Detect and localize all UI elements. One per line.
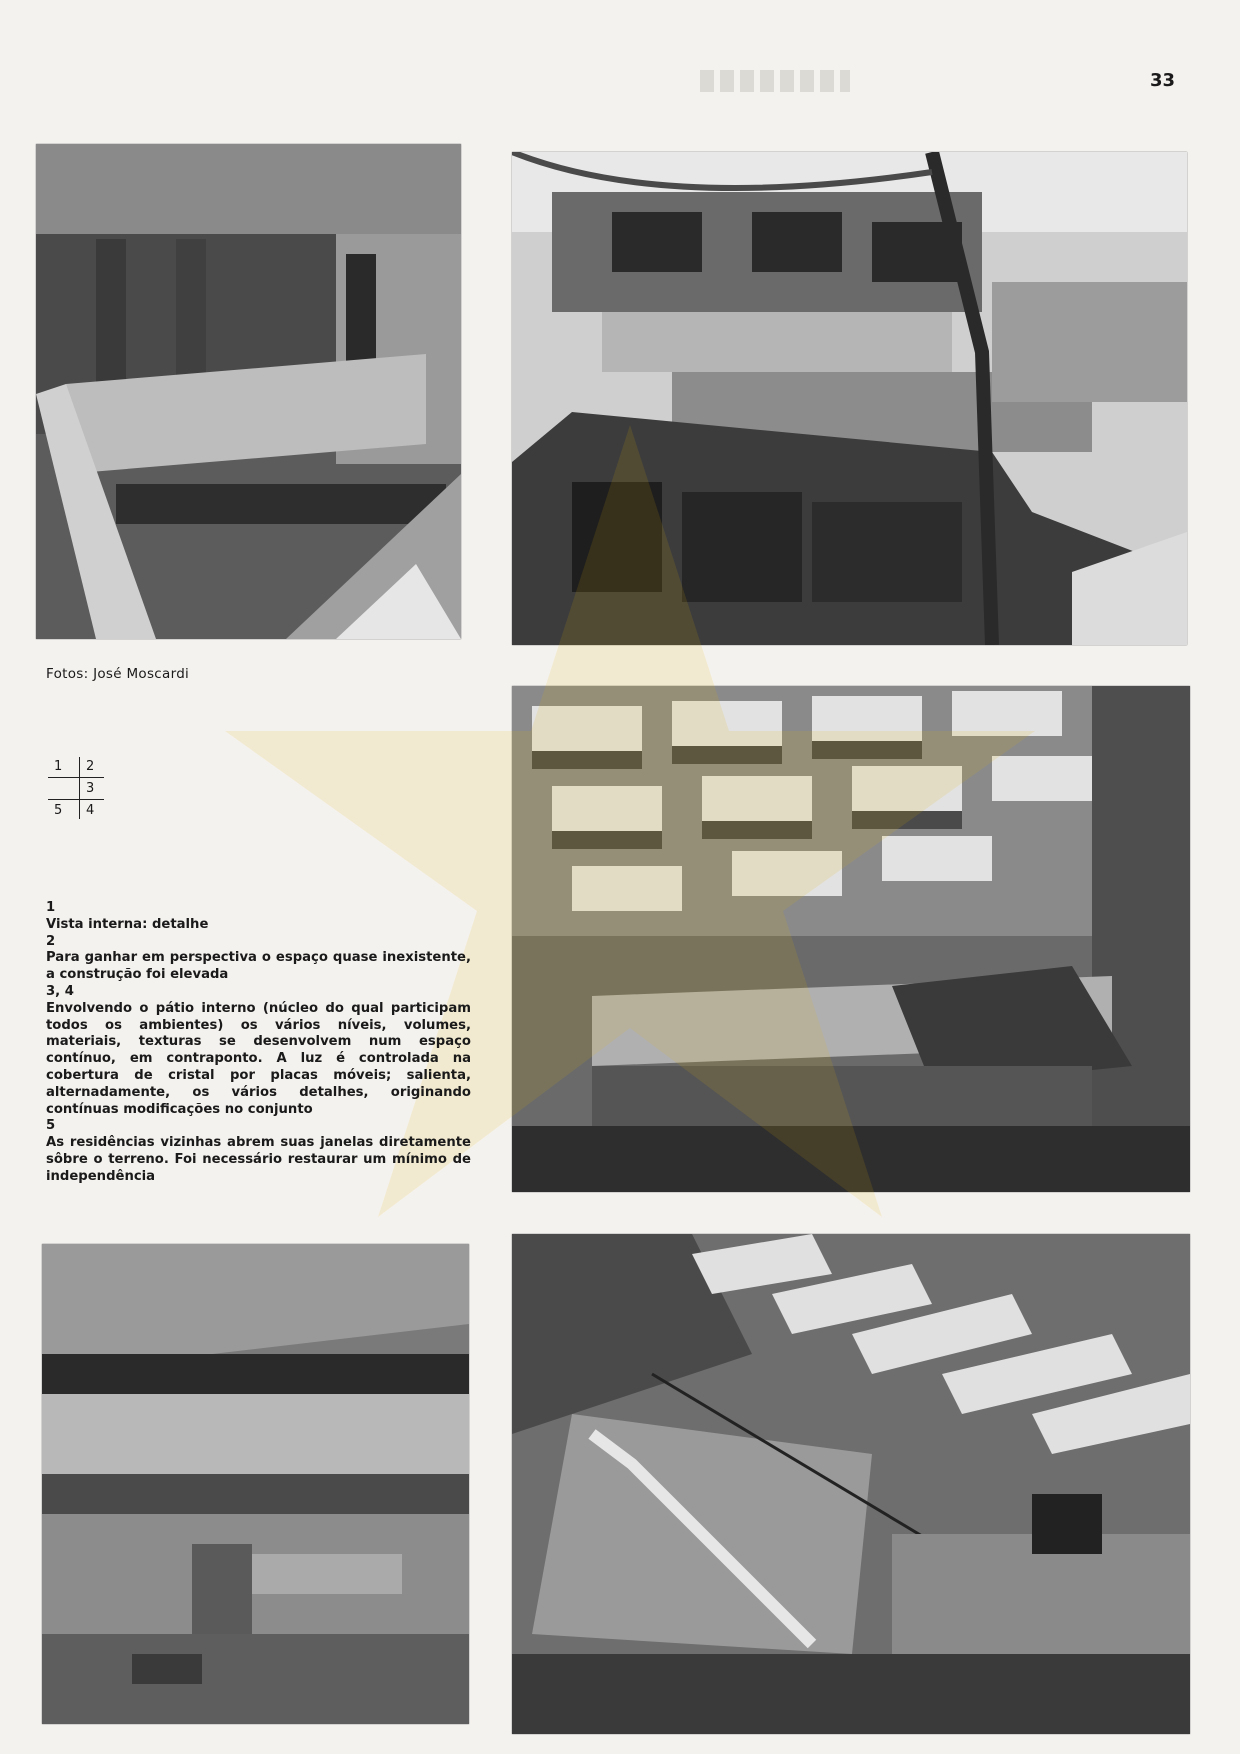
caption-text: Para ganhar em perspectiva o espaço quase inexistente, a construção foi elevada xyxy=(46,950,471,983)
captions xyxy=(46,900,471,1186)
caption-text: Envolvendo o pátio interno (núcleo do qual participam todos os ambientes) os vários níveis, volumes, materiais, texturas se desenvolvem num espaço contínuo, em contraponto. A luz é controlada na cobertura de cristal por placas móveis; salienta, alternadamente, os vários detalhes, originando contínuas modificações no conjunto xyxy=(46,1000,471,1117)
caption-text: Vista interna: detalhe xyxy=(46,916,209,932)
key-4: 4 xyxy=(86,803,95,818)
photo-5-patio-stair xyxy=(512,1234,1190,1734)
key-divider-horizontal xyxy=(48,777,104,778)
page-number: 33 xyxy=(1150,70,1176,91)
caption-number: 5 xyxy=(46,1118,56,1134)
photo-1-interior-detail xyxy=(36,144,461,639)
caption-number: 2 xyxy=(46,933,56,949)
photo-3-patio-ceiling xyxy=(512,686,1190,1192)
key-3: 3 xyxy=(86,781,95,796)
key-5: 5 xyxy=(54,803,63,818)
key-2: 2 xyxy=(86,759,95,774)
photo-layout-key xyxy=(48,755,108,821)
caption-text: As residências vizinhas abrem suas janelas diretamente sôbre o terreno. Foi necessário restaurar um mínimo de independência xyxy=(46,1135,471,1184)
caption-number: 3, 4 xyxy=(46,983,74,999)
key-1: 1 xyxy=(54,759,63,774)
key-divider-vertical xyxy=(79,757,80,819)
caption-number: 1 xyxy=(46,900,56,915)
key-divider-horizontal-2 xyxy=(48,799,104,800)
photo-4-neighbouring-residences xyxy=(42,1244,469,1724)
photo-2-exterior-elevated xyxy=(512,152,1187,645)
photo-credit: Fotos: José Moscardi xyxy=(46,666,190,682)
header-mark xyxy=(700,70,850,92)
